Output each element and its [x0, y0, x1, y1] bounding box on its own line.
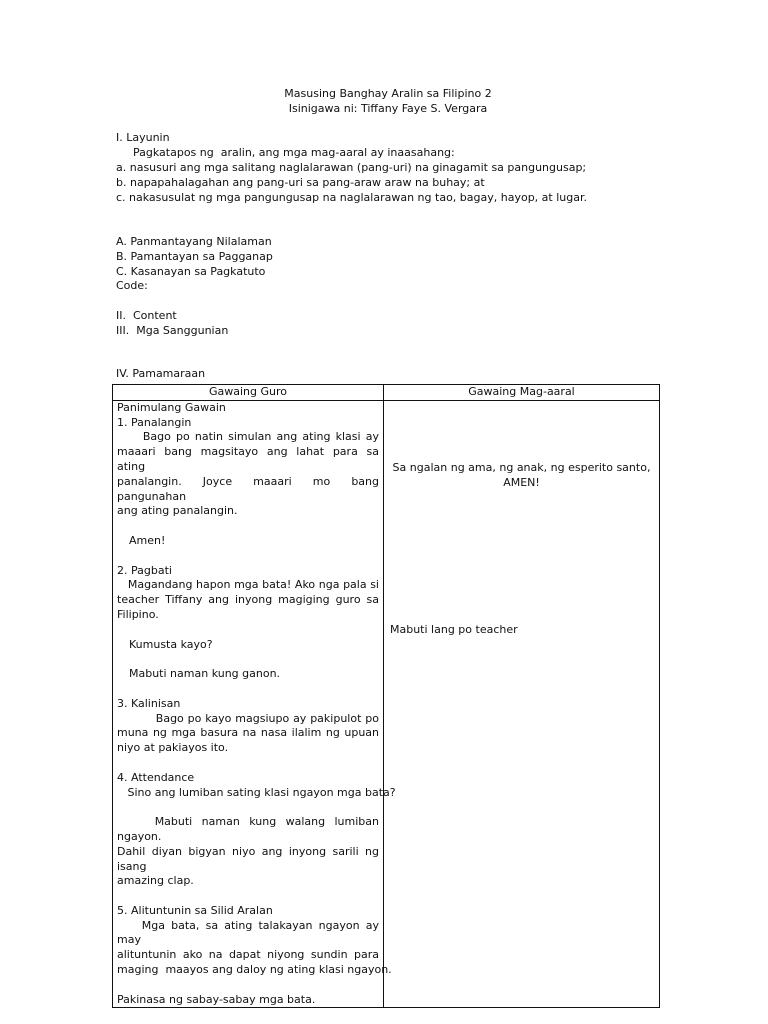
kalinisan-line: niyo at pakiayos ito. — [117, 741, 229, 755]
pakinasa-text: Pakinasa ng sabay-sabay mga bata. — [117, 992, 316, 1006]
student-mabuti-response: Mabuti lang po teacher — [390, 622, 518, 636]
attendance-line: Sino ang lumiban sating klasi ngayon mga bata? — [117, 785, 396, 799]
pamantayan-item: A. Panmantayang Nilalaman — [116, 234, 272, 248]
attendance-heading: 4. Attendance — [117, 770, 195, 784]
pagbati-line: Magandang hapon mga bata! Ako nga pala si — [117, 578, 379, 592]
pagbati-heading: 2. Pagbati — [117, 563, 172, 577]
panimula-heading: Panimulang Gawain — [117, 400, 226, 414]
pagbati-line: Filipino. — [117, 607, 159, 621]
layunin-item: c. nakasusulat ng mga pangungusap na naglalarawan ng tao, bagay, hayop, at lugar. — [116, 190, 587, 204]
alituntunin-line: Mga bata, sa ating talakayan ngayon ay may — [117, 918, 383, 947]
kalinisan-line: muna ng mga basura na nasa ilalim ng upuan — [117, 726, 379, 740]
mabuti-ganon-text: Mabuti naman kung ganon. — [129, 667, 281, 681]
gawaing-mag-aaral-cell — [384, 400, 660, 1008]
panalangin-line: Bago po natin simulan ang ating klasi ay — [117, 430, 379, 444]
kalinisan-line: Bago po kayo magsiupo ay pakipulot po — [117, 711, 379, 725]
panalangin-heading: 1. Panalangin — [117, 415, 192, 429]
document-title: Masusing Banghay Aralin sa Filipino 2 — [284, 87, 492, 100]
alituntunin-line: alituntunin ako na dapat niyong sundin para — [117, 948, 379, 962]
pamantayan-item: B. Pamantayan sa Pagganap — [116, 249, 273, 263]
pamamaraan-heading: IV. Pamamaraan — [116, 367, 206, 381]
layunin-item: b. napapahalagahan ang pang-uri sa pang-araw araw na buhay; at — [116, 175, 485, 189]
sanggunian-heading: III. Mga Sanggunian — [116, 323, 229, 337]
layunin-heading: I. Layunin — [116, 131, 170, 145]
attendance-line: Mabuti naman kung walang lumiban ngayon. — [117, 815, 383, 843]
layunin-item: a. nasusuri ang mga salitang naglalarawan (pang-uri) na ginagamit sa pangungusap; — [116, 160, 587, 174]
student-amen-response — [384, 461, 659, 491]
alituntunin-line: maging maayos ang daloy ng ating klasi ngayon. — [117, 963, 392, 977]
alituntunin-heading: 5. Alituntunin sa Silid Aralan — [117, 903, 273, 917]
panalangin-line: ang ating panalangin. — [117, 504, 238, 518]
column-header-mag-aaral: Gawaing Mag-aaral — [384, 385, 660, 401]
pagbati-line: teacher Tiffany ang inyong magiging guro sa — [117, 593, 379, 607]
pamantayan-code: Code: — [116, 279, 148, 293]
column-header-guro: Gawaing Guro — [113, 385, 384, 401]
content-heading: II. Content — [116, 308, 177, 322]
panalangin-line: maaari bang magsitayo ang lahat para sa ating — [117, 445, 379, 473]
amen-text: Amen! — [129, 533, 166, 547]
kalinisan-heading: 3. Kalinisan — [117, 696, 181, 710]
kumusta-text: Kumusta kayo? — [129, 637, 213, 651]
panalangin-line: panalangin. Joyce maaari mo bang pangunahan — [117, 474, 379, 503]
lesson-plan-page — [116, 87, 660, 382]
layunin-intro: Pagkatapos ng aralin, ang mga mag-aaral ay inaasahang: — [133, 146, 455, 160]
pamamaraan-table — [112, 384, 660, 1008]
student-amen-line: AMEN! — [503, 475, 540, 489]
attendance-line: Dahil diyan bigyan niyo ang inyong sarili ng isang — [117, 844, 379, 873]
pamantayan-item: C. Kasanayan sa Pagkatuto — [116, 264, 266, 278]
student-amen-line: Sa ngalan ng ama, ng anak, ng esperito santo, — [392, 460, 651, 474]
attendance-line: amazing clap. — [117, 874, 194, 888]
document-author: Isinigawa ni: Tiffany Faye S. Vergara — [288, 101, 488, 115]
gawaing-guro-cell — [113, 400, 396, 1008]
